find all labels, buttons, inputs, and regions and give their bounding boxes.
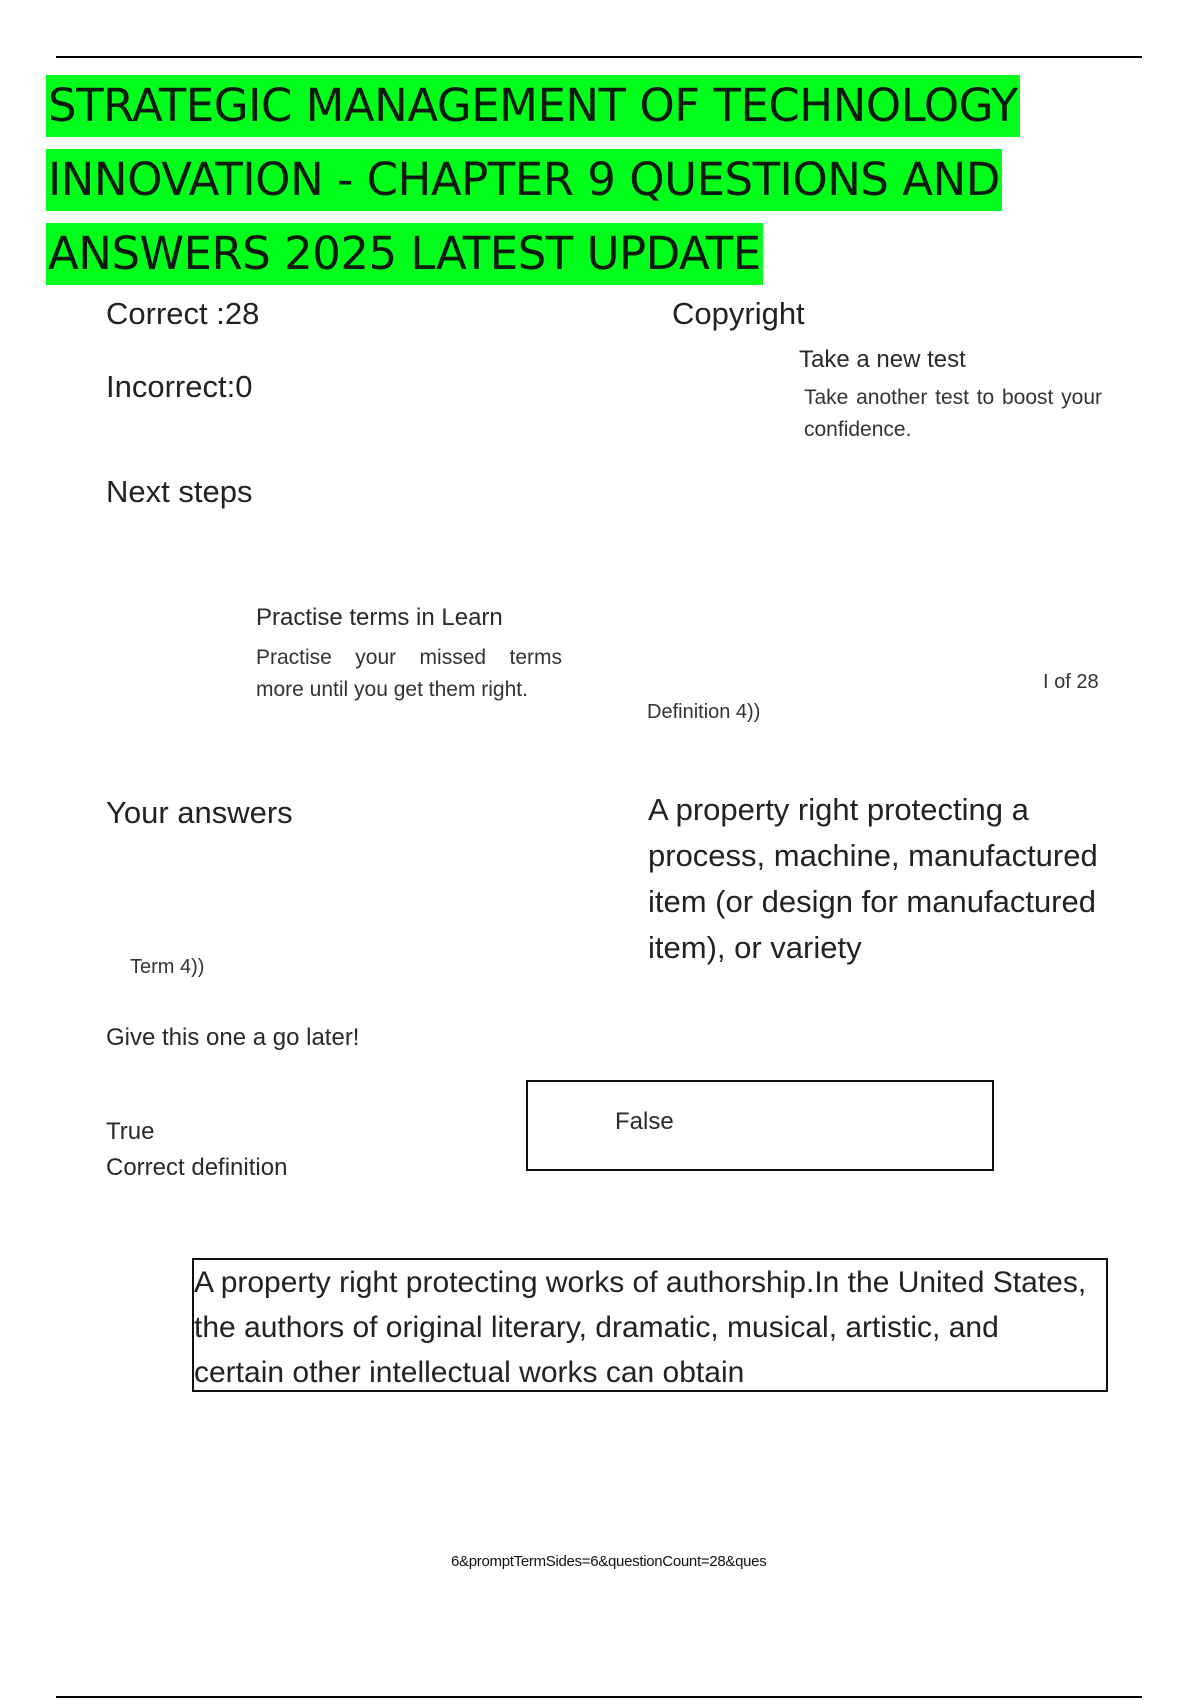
url-fragment: 6&promptTermSides=6&questionCount=28&ques [451, 1553, 767, 1570]
title-line-2: INNOVATION - CHAPTER 9 QUESTIONS AND [46, 149, 1002, 211]
correct-definition-label: Correct definition [106, 1154, 288, 1181]
top-rule [56, 56, 1142, 58]
correct-definition-box [192, 1258, 1108, 1392]
your-answers-heading: Your answers [106, 795, 293, 830]
false-option-box[interactable] [526, 1080, 994, 1171]
learn-title[interactable]: Practise terms in Learn [256, 604, 503, 631]
copyright-label: Copyright [672, 296, 805, 331]
title-line-3: ANSWERS 2025 LATEST UPDATE [46, 223, 763, 285]
next-steps-heading: Next steps [106, 474, 253, 509]
new-test-description: Take another test to boost your confidence. [804, 386, 1102, 441]
correct-definition-text: A property right protecting works of authorship.In the United States, the authors of original literary, dramatic, musical, artistic, and certain other intellectual works can obtain [194, 1266, 1087, 1389]
term-label: Term 4)) [130, 956, 205, 978]
definition-label: Definition 4)) [647, 701, 761, 723]
false-option: False [615, 1108, 674, 1135]
learn-description: Practise your missed terms more until you get them right. [256, 646, 562, 701]
incorrect-count: Incorrect:0 [106, 369, 253, 404]
bottom-rule [56, 1696, 1142, 1698]
question-counter: I of 28 [1043, 671, 1099, 693]
true-option[interactable]: True [106, 1118, 155, 1145]
correct-count: Correct :28 [106, 296, 260, 331]
title-line-1: STRATEGIC MANAGEMENT OF TECHNOLOGY [46, 75, 1020, 137]
give-later-text: Give this one a go later! [106, 1024, 360, 1051]
new-test-title[interactable]: Take a new test [799, 346, 966, 373]
definition-text: A property right protecting a process, machine, manufactured item (or design for manufactured item), or variety [648, 792, 1098, 965]
